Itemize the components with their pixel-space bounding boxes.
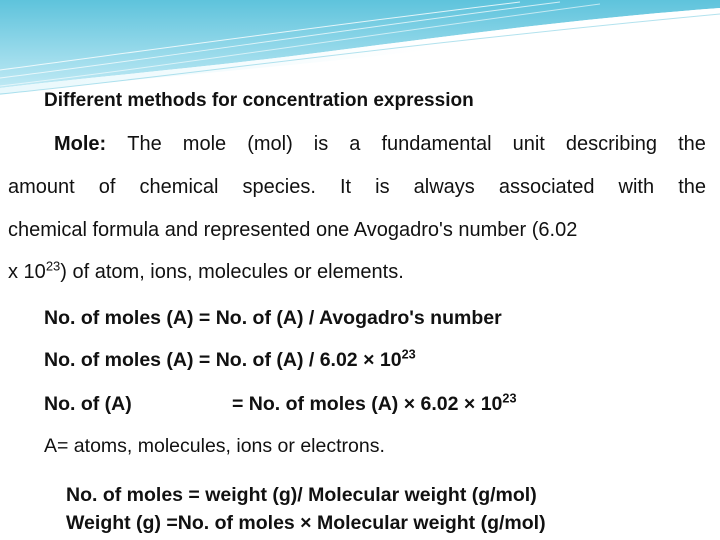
equation-moles-avogadro: No. of moles (A) = No. of (A) / Avogadro's number xyxy=(44,307,502,329)
paragraph-word: the xyxy=(678,176,706,198)
equation-moles-numeric: No. of moles (A) = No. of $(A) / 6.02 \times 10^{23}$ xyxy=(44,347,416,371)
paragraph-word: a xyxy=(349,133,361,155)
equation-weight: Weight (g) =No. of moles × Molecular weight (g/mol) xyxy=(66,512,546,534)
paragraph-line-3: chemical formula and represented one Avogadro's number (6.02 xyxy=(8,219,578,241)
paragraph-word: is xyxy=(313,133,329,155)
paragraph-word: associated xyxy=(498,176,595,198)
paragraph-line-2 xyxy=(8,176,706,199)
paragraph-word: is xyxy=(375,176,390,198)
paragraph-word: the xyxy=(678,133,706,155)
paragraph-word: unit xyxy=(512,133,545,155)
species-note: A= atoms, molecules, ions or electrons. xyxy=(44,435,385,457)
paragraph-word: of xyxy=(98,176,116,198)
paragraph-word: always xyxy=(413,176,475,198)
equation-count-right: = No. of moles $(A) \times 6.02 \times 10^{23}$ xyxy=(232,391,517,415)
header-decoration xyxy=(0,0,720,95)
paragraph-word: describing xyxy=(565,133,658,155)
paragraph-word: mole xyxy=(182,133,227,155)
paragraph-word: fundamental xyxy=(381,133,492,155)
paragraph-word: species. xyxy=(242,176,316,198)
paragraph-word: The xyxy=(127,133,162,155)
equation-moles-weight: No. of moles = weight (g)/ Molecular weight (g/mol) xyxy=(66,484,537,506)
paragraph-line-4: x $10^{23}$) of atom, ions, molecules or elements. xyxy=(8,258,404,283)
paragraph-word: chemical xyxy=(139,176,219,198)
paragraph-word: amount xyxy=(8,176,75,198)
slide-title: Different methods for concentration expression xyxy=(44,90,474,111)
paragraph-word: (mol) xyxy=(247,133,293,155)
paragraph-word: with xyxy=(618,176,655,198)
paragraph-word: It xyxy=(339,176,352,198)
equation-count-left: No. of (A) xyxy=(44,393,132,415)
paragraph-line-1 xyxy=(54,133,706,156)
paragraph-word: Mole: xyxy=(54,133,107,155)
